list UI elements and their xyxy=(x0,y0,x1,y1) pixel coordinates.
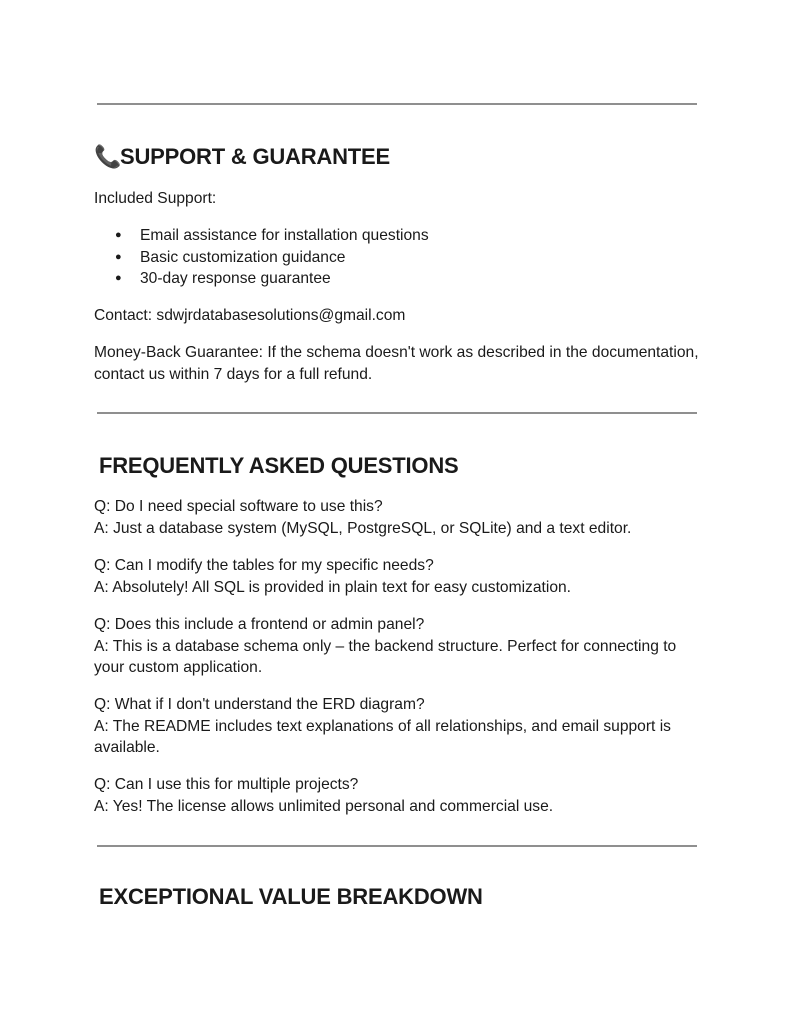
contact-text: Contact: sdwjrdatabasesolutions@gmail.com xyxy=(94,307,406,324)
faq-item xyxy=(94,555,714,598)
telephone-icon: 📞 xyxy=(94,144,122,169)
faq-item xyxy=(94,774,714,817)
faq-answer: A: The README includes text explanations of all relationships, and email support is xyxy=(94,717,671,735)
divider xyxy=(97,845,697,847)
guarantee-line: Money-Back Guarantee: If the schema doesn't work as described in the documentation, xyxy=(94,344,699,361)
included-support-label: Included Support: xyxy=(94,190,217,207)
list-item: ● Basic customization guidance xyxy=(115,247,429,269)
faq-question: Q: What if I don't understand the ERD diagram? xyxy=(94,696,425,713)
guarantee-line: contact us within 7 days for a full refund. xyxy=(94,365,373,383)
divider xyxy=(97,412,697,414)
faq-item xyxy=(94,614,714,679)
faq-answer: A: This is a database schema only – the backend structure. Perfect for connecting to xyxy=(94,637,677,655)
faq-answer: A: Yes! The license allows unlimited personal and commercial use. xyxy=(94,797,554,815)
faq-answer: A: Absolutely! All SQL is provided in plain text for easy customization. xyxy=(94,578,572,596)
value-heading: EXCEPTIONAL VALUE BREAKDOWN xyxy=(99,884,483,909)
faq-question: Q: Can I use this for multiple projects? xyxy=(94,776,359,793)
faq-item xyxy=(94,694,714,759)
guarantee-text xyxy=(94,342,734,385)
support-list xyxy=(115,225,429,290)
faq-answer: available. xyxy=(94,739,160,756)
support-heading-text: SUPPORT & GUARANTEE xyxy=(120,144,390,169)
faq-heading: FREQUENTLY ASKED QUESTIONS xyxy=(99,453,459,478)
list-item: ● 30-day response guarantee xyxy=(115,268,429,290)
faq-answer: A: Just a database system (MySQL, PostgreSQL, or SQLite) and a text editor. xyxy=(94,519,632,537)
faq-answer: your custom application. xyxy=(94,659,263,676)
faq-item xyxy=(94,496,714,539)
divider xyxy=(97,103,697,105)
list-item: ● Email assistance for installation questions xyxy=(115,225,429,247)
faq-question: Q: Do I need special software to use this? xyxy=(94,498,383,515)
faq-question: Q: Does this include a frontend or admin panel? xyxy=(94,616,425,633)
support-heading xyxy=(94,143,390,171)
faq-question: Q: Can I modify the tables for my specific needs? xyxy=(94,557,434,574)
